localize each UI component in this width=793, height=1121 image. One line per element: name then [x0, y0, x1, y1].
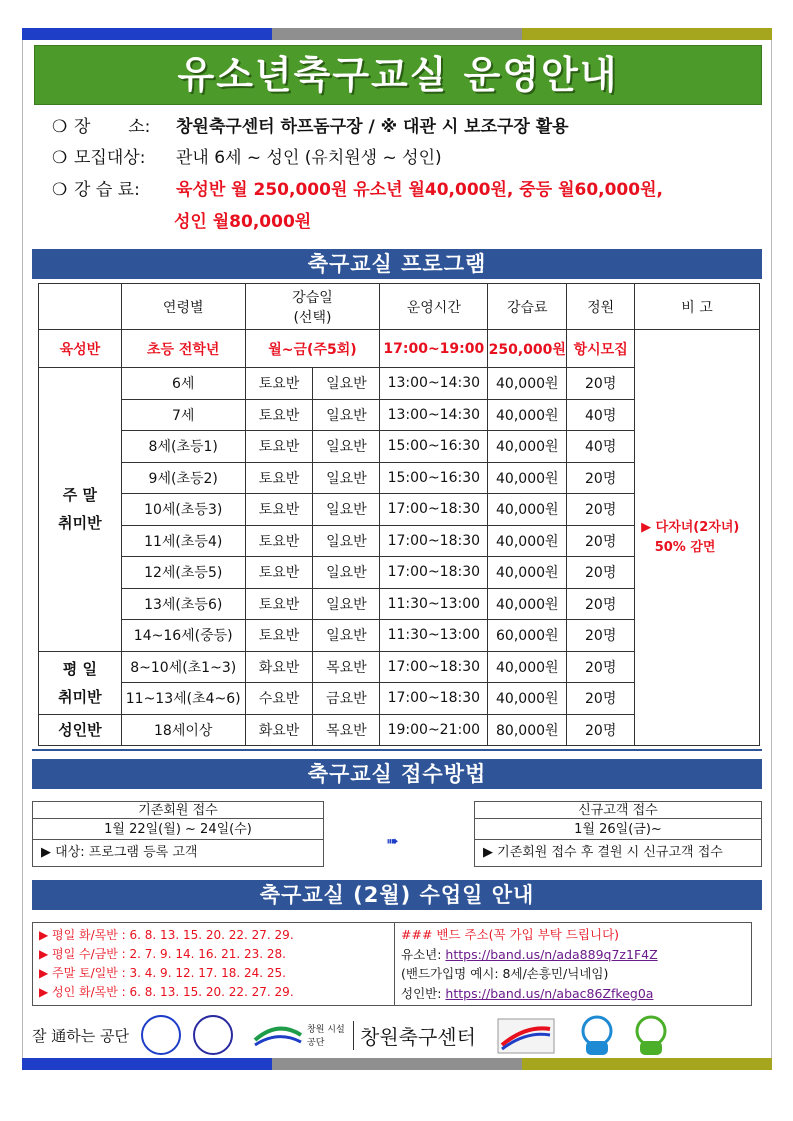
- info-fee-2: [174, 210, 311, 234]
- discount-note: ▶ 다자녀(2자녀) 50% 감면: [635, 330, 760, 746]
- apply-section-title: 축구교실 접수방법: [32, 759, 762, 789]
- table-row: 성인반 18세이상 화요반 목요반 19:00~21:00 80,000원 20명: [39, 714, 760, 746]
- divider: [32, 749, 762, 751]
- circle-bullet-icon: ❍: [52, 148, 68, 168]
- org-swoosh-icon: [253, 1020, 303, 1050]
- schedule-box: [32, 922, 752, 1006]
- list-item: ▶ 성인 화/목반 : 6. 8. 13. 15. 20. 22. 27. 29.: [39, 985, 294, 999]
- list-item: ▶ 주말 토/일반 : 3. 4. 9. 12. 17. 18. 24. 25.: [39, 966, 287, 980]
- header-day: 강습일 (선택): [245, 284, 380, 330]
- circle-bullet-icon: ❍: [52, 117, 68, 137]
- existing-title: 기존회원 접수: [33, 802, 323, 819]
- mascot-green-icon: [626, 1013, 676, 1057]
- table-row: 9세(초등2) 토요반 일요반 15:00~16:30 40,000원 20명: [39, 462, 760, 494]
- circle-bullet-icon: ❍: [52, 180, 68, 200]
- mascot-blue-icon: [572, 1013, 622, 1057]
- table-row: 평 일 취미반 8~10세(초1~3) 화요반 목요반 17:00~18:30 40,000원 20명: [39, 651, 760, 683]
- target-value: 관내 6세 ~ 성인 (유치원생 ~ 성인): [176, 148, 442, 168]
- target-label: 모집대상:: [74, 148, 146, 168]
- stripe-emblem-icon: [496, 1015, 556, 1055]
- header-age: 연령별: [121, 284, 245, 330]
- certification-seal-icon: [193, 1015, 233, 1055]
- table-row: 11세(초등4) 토요반 일요반 17:00~18:30 40,000원 20명: [39, 525, 760, 557]
- existing-date: 1월 22일(월) ~ 24일(수): [33, 819, 323, 840]
- list-item: ▶ 평일 화/목반 : 6. 8. 13. 15. 20. 22. 27. 29.: [39, 928, 294, 942]
- table-row: 14~16세(중등) 토요반 일요반 11:30~13:00 60,000원 20명: [39, 620, 760, 652]
- group-weekday: 평 일 취미반: [39, 651, 122, 714]
- page-title: 유소년축구교실 운영안내: [34, 45, 762, 105]
- header-cap: 정원: [567, 284, 635, 330]
- table-row: 주 말 취미반 6세 토요반 일요반 13:00~14:30 40,000원 20명: [39, 368, 760, 400]
- org-small-name: 창원 시설공단: [307, 1025, 345, 1048]
- place-value: 창원축구센터 하프돔구장 / ※ 대관 시 보조구장 활용: [176, 117, 569, 137]
- info-target: [52, 146, 442, 170]
- youth-band-link[interactable]: https://band.us/n/ada889q7z1F4Z: [445, 946, 658, 962]
- program-table: [38, 283, 760, 746]
- group-weekend: 주 말 취미반: [39, 368, 122, 652]
- group-adult: 성인반: [39, 714, 122, 746]
- table-row: 13세(초등6) 토요반 일요반 11:30~13:00 40,000원 20명: [39, 588, 760, 620]
- table-row: 10세(초등3) 토요반 일요반 17:00~18:30 40,000원 20명: [39, 494, 760, 526]
- table-row: 11~13세(초4~6) 수요반 금요반 17:00~18:30 40,000원 20명: [39, 683, 760, 715]
- bottom-color-bar: [22, 1058, 772, 1070]
- top-color-bar: [22, 28, 772, 40]
- header-fee: 강습료: [488, 284, 567, 330]
- new-note: ▶ 기존회원 접수 후 결원 시 신규고객 접수: [483, 845, 723, 860]
- table-row-yuk: 육성반 초등 전학년 월~금(주5회) 17:00~19:00 250,000원 항시모집 ▶ 다자녀(2자녀) 50% 감면: [39, 330, 760, 368]
- slogan-logo: 잘 通하는 공단: [32, 1026, 129, 1045]
- new-member-box: [474, 801, 762, 867]
- table-row: 8세(초등1) 토요반 일요반 15:00~16:30 40,000원 40명: [39, 431, 760, 463]
- fee-label: 강 습 료:: [74, 180, 140, 200]
- existing-member-box: [32, 801, 324, 867]
- band-info: ### 밴드 주소(꼭 가입 부탁 드립니다) 유소년: https://band.us/n/ada889q7z1F4Z (밴드가입명 예시: 8세/손흥민/닉네임) 성인반: https://band.us/n/abac86Zfkeg0a: [401, 927, 658, 1001]
- new-date: 1월 26일(금)~: [475, 819, 761, 840]
- center-name: 창원축구센터: [353, 1021, 476, 1050]
- group-yuk: 육성반: [39, 330, 122, 368]
- band-title: ### 밴드 주소(꼭 가입 부탁 드립니다): [401, 927, 620, 942]
- table-row: 12세(초등5) 토요반 일요반 17:00~18:30 40,000원 20명: [39, 557, 760, 589]
- fee-value-1: 육성반 월 250,000원 유소년 월40,000원, 중등 월60,000원,: [176, 180, 663, 200]
- new-title: 신규고객 접수: [475, 802, 761, 819]
- consumer-seal-icon: [141, 1015, 181, 1055]
- adult-band-link[interactable]: https://band.us/n/abac86Zfkeg0a: [445, 985, 654, 1001]
- program-section-title: 축구교실 프로그램: [32, 249, 762, 279]
- place-label: 장 소:: [74, 117, 151, 137]
- fee-value-2: 성인 월80,000원: [174, 212, 312, 232]
- info-place: [52, 115, 569, 139]
- schedule-section-title: 축구교실 (2월) 수업일 안내: [32, 880, 762, 910]
- info-fee: [52, 178, 663, 202]
- band-example: (밴드가입명 예시: 8세/손흥민/닉네임): [401, 966, 609, 981]
- footer-logos: [32, 1012, 762, 1058]
- table-row: 7세 토요반 일요반 13:00~14:30 40,000원 40명: [39, 399, 760, 431]
- class-days-list: [33, 923, 395, 1005]
- header-time: 운영시간: [380, 284, 488, 330]
- arrow-right-icon: ➠: [386, 832, 399, 850]
- header-note: 비 고: [635, 284, 760, 330]
- list-item: ▶ 평일 수/금반 : 2. 7. 9. 14. 16. 21. 23. 28.: [39, 947, 287, 961]
- table-header-row: [39, 284, 760, 330]
- existing-target: ▶ 대상: 프로그램 등록 고객: [41, 845, 198, 860]
